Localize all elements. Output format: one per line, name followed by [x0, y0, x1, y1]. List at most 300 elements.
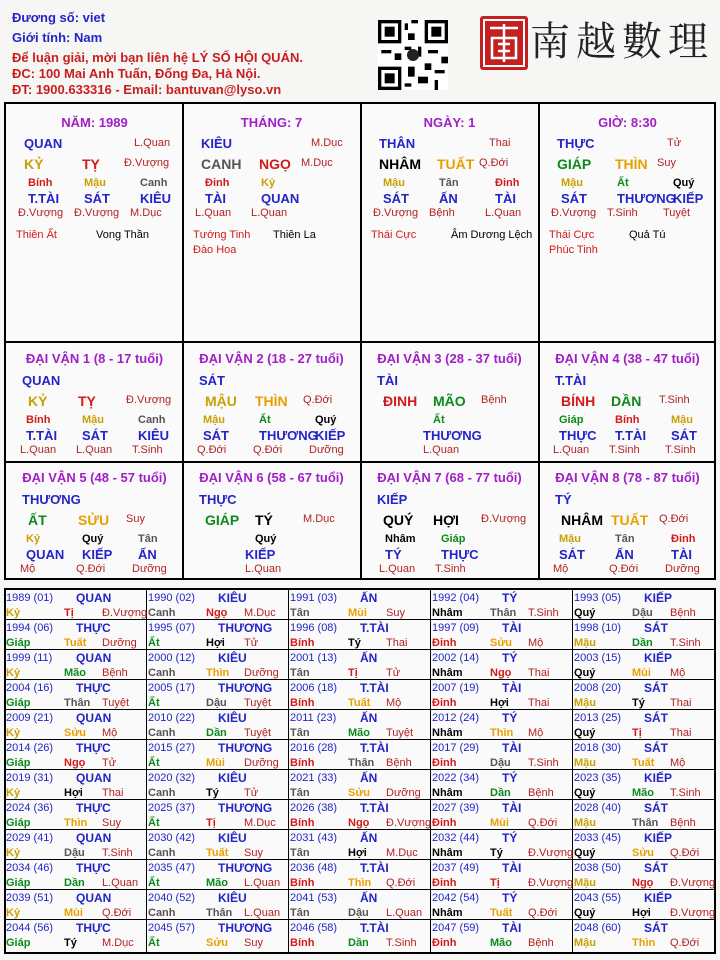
year-branch: Ngọ — [632, 877, 654, 889]
year-state: Đ.Vượng — [670, 907, 716, 919]
dai-van-hidden-state: Mộ — [553, 563, 569, 575]
pillar-stem: CANH — [201, 156, 242, 172]
year-stem: Bính — [290, 697, 315, 709]
year-branch: Sửu — [348, 787, 371, 799]
year-stem: Ất — [148, 937, 160, 949]
year-stem: Ất — [148, 877, 160, 889]
year-god: THỰC — [76, 861, 111, 875]
year-god: QUAN — [76, 711, 112, 725]
year-branch: Thân — [490, 607, 517, 619]
year-stem: Nhâm — [432, 727, 463, 739]
year-state: Dưỡng — [244, 757, 279, 769]
year-label: 2023 (35) — [574, 772, 622, 784]
dai-van-state: Suy — [126, 513, 145, 525]
year-state: Bệnh — [528, 787, 554, 799]
year-stem: Nhâm — [432, 787, 463, 799]
year-label: 2006 (18) — [290, 682, 338, 694]
dai-van-god: THƯƠNG — [22, 492, 81, 507]
year-state: Tuyệt — [244, 727, 272, 739]
pillar-star: Vong Thần — [96, 229, 150, 241]
dai-van-hidden-state: Q.Đới — [609, 563, 639, 575]
dai-van-stem: GIÁP — [205, 512, 240, 528]
year-state: Mộ — [102, 727, 118, 739]
year-stem: Canh — [148, 907, 176, 919]
hidden-state: L.Quan — [485, 207, 522, 219]
year-label: 2001 (13) — [290, 652, 338, 664]
year-state: Mộ — [528, 637, 544, 649]
year-god: TÝ — [502, 591, 518, 605]
year-stem: Giáp — [6, 637, 31, 649]
year-label: 1994 (06) — [6, 622, 54, 634]
dai-van-hidden-god: KIẾP — [82, 547, 113, 562]
year-branch: Sửu — [632, 847, 655, 859]
year-branch: Mão — [632, 787, 654, 799]
year-stem: Canh — [148, 787, 176, 799]
year-row-divider — [5, 829, 715, 830]
year-stem: Quý — [574, 607, 596, 619]
year-stem: Bính — [290, 757, 315, 769]
year-stem: Kỷ — [6, 667, 21, 679]
year-god: ẤN — [360, 891, 378, 905]
year-state: L.Quan — [102, 877, 139, 889]
year-label: 2034 (46) — [6, 862, 54, 874]
year-state: Thai — [670, 727, 692, 739]
year-god: THƯƠNG — [218, 801, 273, 815]
year-state: Q.Đới — [528, 907, 558, 919]
year-state: Bệnh — [386, 757, 412, 769]
dai-van-hidden-god: SÁT — [559, 547, 585, 562]
year-state: Bệnh — [670, 607, 696, 619]
year-state: Mộ — [670, 757, 686, 769]
dai-van-hidden-state: L.Quan — [423, 444, 460, 456]
year-god: SÁT — [644, 621, 668, 635]
year-branch: Dần — [348, 937, 369, 949]
year-god: THƯƠNG — [218, 921, 273, 935]
year-god: THỰC — [76, 621, 111, 635]
year-stem: Giáp — [6, 877, 31, 889]
dai-van-god: QUAN — [22, 373, 61, 388]
hidden-stem: Mậu — [383, 177, 405, 189]
hidden-stem: Đinh — [205, 177, 230, 189]
year-god: TÝ — [502, 711, 518, 725]
hidden-stem: Kỷ — [261, 177, 276, 189]
year-label: 2039 (51) — [6, 892, 54, 904]
dai-van-title: ĐẠI VẬN 3 (28 - 37 tuổi) — [377, 351, 522, 366]
year-god: QUAN — [76, 651, 112, 665]
hidden-god: SÁT — [84, 191, 110, 206]
year-row-divider — [5, 679, 715, 680]
dai-van-hidden-god: THỰC — [441, 547, 479, 562]
dai-van-branch: TUẤT — [611, 512, 649, 528]
pillar-stem: NHÂM — [379, 156, 421, 172]
year-state: Đ.Vượng — [670, 877, 716, 889]
dai-van-hidden-state: Dưỡng — [309, 444, 344, 456]
dai-van-hidden-stem: Tân — [615, 533, 635, 545]
year-state: M.Dục — [244, 607, 276, 619]
year-row-divider — [5, 709, 715, 710]
hidden-state: Tuyệt — [663, 207, 691, 219]
dai-van-hidden-stem: Nhâm — [385, 533, 416, 545]
gender-label: Giới tính: — [12, 30, 71, 45]
year-state: Suy — [102, 817, 121, 829]
year-state: T.Sinh — [528, 607, 559, 619]
year-label: 1995 (07) — [148, 622, 196, 634]
dai-van-stem: NHÂM — [561, 512, 603, 528]
year-label: 2046 (58) — [290, 922, 338, 934]
gender-line — [12, 30, 102, 45]
year-branch: Tý — [632, 697, 645, 709]
year-god: QUAN — [76, 771, 112, 785]
dai-van-hidden-state: T.Sinh — [435, 563, 466, 575]
year-branch: Hợi — [348, 847, 367, 859]
year-god: QUAN — [76, 891, 112, 905]
owner-label: Đương số: — [12, 10, 80, 25]
dai-van-branch: THÌN — [255, 393, 288, 409]
dai-van-hidden-stem: Canh — [138, 414, 166, 426]
dai-van-hidden-stem: Mậu — [82, 414, 104, 426]
year-state: Bệnh — [102, 667, 128, 679]
year-state: Mộ — [528, 727, 544, 739]
year-stem: Đinh — [432, 637, 457, 649]
year-label: 2036 (48) — [290, 862, 338, 874]
hidden-state: L.Quan — [195, 207, 232, 219]
year-label: 1999 (11) — [6, 652, 53, 664]
year-stem: Tân — [290, 787, 310, 799]
year-stem: Kỷ — [6, 907, 21, 919]
year-stem: Quý — [574, 667, 596, 679]
year-god: THỰC — [76, 741, 111, 755]
year-state: T.Sinh — [528, 757, 559, 769]
year-branch: Sửu — [490, 637, 513, 649]
year-state: Q.Đới — [102, 907, 132, 919]
year-branch: Tý — [206, 787, 219, 799]
pillar-branch: TUẤT — [437, 156, 475, 172]
dai-van-hidden-state: L.Quan — [245, 563, 282, 575]
year-label: 2044 (56) — [6, 922, 54, 934]
year-state: Thai — [528, 667, 550, 679]
year-label: 1998 (10) — [574, 622, 622, 634]
year-stem: Nhâm — [432, 907, 463, 919]
pillar-star: Phúc Tinh — [549, 244, 598, 256]
year-stem: Đinh — [432, 757, 457, 769]
year-stem: Đinh — [432, 697, 457, 709]
year-branch: Tuất — [64, 637, 87, 649]
dai-van-god: KIẾP — [377, 492, 408, 507]
year-label: 2016 (28) — [290, 742, 338, 754]
year-label: 2032 (44) — [432, 832, 480, 844]
year-label: 1992 (04) — [432, 592, 480, 604]
year-stem: Bính — [290, 877, 315, 889]
dai-van-hidden-state: L.Quan — [20, 444, 57, 456]
dai-van-hidden-state: T.Sinh — [665, 444, 696, 456]
dai-van-hidden-god: SÁT — [671, 428, 697, 443]
pillar-life-stage: Thai — [489, 137, 511, 149]
year-stem: Giáp — [6, 937, 31, 949]
year-stem: Đinh — [432, 877, 457, 889]
year-label: 2014 (26) — [6, 742, 54, 754]
year-branch: Dần — [206, 727, 227, 739]
year-state: Bệnh — [528, 937, 554, 949]
year-label: 2028 (40) — [574, 802, 622, 814]
dai-van-hidden-stem: Ất — [433, 414, 445, 426]
dai-van-hidden-state: T.Sinh — [609, 444, 640, 456]
year-label: 2004 (16) — [6, 682, 54, 694]
hidden-stem: Quý — [673, 177, 695, 189]
year-branch: Mão — [348, 727, 370, 739]
year-branch: Tuất — [632, 757, 655, 769]
year-branch: Mùi — [64, 907, 83, 919]
year-stem: Ất — [148, 757, 160, 769]
year-label: 2033 (45) — [574, 832, 622, 844]
year-branch: Tuất — [206, 847, 229, 859]
year-stem: Kỷ — [6, 607, 21, 619]
dai-van-hidden-god: TÀI — [671, 547, 692, 562]
year-stem: Bính — [290, 637, 315, 649]
year-god: THƯƠNG — [218, 741, 273, 755]
hidden-god: SÁT — [383, 191, 409, 206]
year-row-divider — [5, 619, 715, 620]
dai-van-hidden-state: Q.Đới — [197, 444, 227, 456]
year-branch: Thìn — [632, 937, 656, 949]
year-branch: Dậu — [632, 607, 653, 619]
pillar-title: GIỜ: 8:30 — [598, 115, 657, 130]
year-branch: Mão — [206, 877, 228, 889]
dai-van-branch: HỢI — [433, 512, 459, 528]
dai-van-god: SÁT — [199, 373, 225, 388]
year-god: KIÊU — [218, 831, 247, 845]
year-stem: Canh — [148, 667, 176, 679]
year-row-divider — [5, 889, 715, 890]
dai-van-hidden-state: Dưỡng — [132, 563, 167, 575]
dai-van-state: Đ.Vượng — [481, 513, 527, 525]
year-stem: Canh — [148, 727, 176, 739]
year-row-divider — [5, 649, 715, 650]
year-stem: Giáp — [6, 757, 31, 769]
pillar-life-stage: L.Quan — [134, 137, 171, 149]
year-label: 2047 (59) — [432, 922, 480, 934]
year-state: M.Dục — [386, 847, 418, 859]
year-god: T.TÀI — [360, 801, 389, 815]
dai-van-state: T.Sinh — [659, 394, 690, 406]
dai-van-god: T.TÀI — [555, 373, 587, 388]
year-branch: Tị — [490, 877, 500, 889]
hidden-state: Đ.Vượng — [74, 207, 120, 219]
year-stem: Bính — [290, 937, 315, 949]
year-stem: Kỷ — [6, 727, 21, 739]
year-god: KIẾP — [644, 651, 673, 665]
year-state: Đ.Vượng — [386, 817, 432, 829]
year-stem: Quý — [574, 907, 596, 919]
pillar-star: Thiên La — [273, 229, 316, 241]
dai-van-hidden-god: ẤN — [615, 547, 634, 562]
year-branch: Tuất — [490, 907, 513, 919]
pillar-title: NĂM: 1989 — [61, 115, 128, 130]
year-label: 2011 (23) — [290, 712, 337, 724]
hidden-state: M.Dục — [130, 207, 162, 219]
year-stem: Giáp — [6, 697, 31, 709]
pillar-life-stage: Tử — [667, 137, 682, 149]
year-label: 1996 (08) — [290, 622, 338, 634]
year-branch: Thân — [348, 757, 375, 769]
dai-van-title: ĐẠI VẬN 2 (18 - 27 tuổi) — [199, 351, 344, 366]
year-god: KIÊU — [218, 591, 247, 605]
hidden-god: SÁT — [561, 191, 587, 206]
year-col-divider — [430, 589, 431, 953]
year-label: 2041 (53) — [290, 892, 338, 904]
year-branch: Tuất — [348, 697, 371, 709]
year-label: 2021 (33) — [290, 772, 338, 784]
year-label: 2029 (41) — [6, 832, 54, 844]
year-label: 2038 (50) — [574, 862, 622, 874]
year-branch: Ngọ — [64, 757, 86, 769]
year-col-divider — [288, 589, 289, 953]
year-god: KIẾP — [644, 771, 673, 785]
year-branch: Tý — [490, 847, 503, 859]
year-state: Tử — [102, 757, 117, 769]
year-state: Tuyệt — [102, 697, 130, 709]
pillar-state: Suy — [657, 157, 676, 169]
year-label: 2020 (32) — [148, 772, 196, 784]
year-stem: Tân — [290, 727, 310, 739]
year-branch: Mùi — [206, 757, 225, 769]
pillar-star: Tướng Tinh — [193, 229, 251, 241]
year-label: 2005 (17) — [148, 682, 196, 694]
hidden-state: L.Quan — [251, 207, 288, 219]
year-god: KIÊU — [218, 771, 247, 785]
dai-van-title: ĐẠI VẬN 6 (58 - 67 tuổi) — [199, 470, 344, 485]
hidden-stem: Tân — [439, 177, 459, 189]
year-label: 2000 (12) — [148, 652, 196, 664]
dai-van-stem: ẤT — [28, 512, 47, 528]
dai-van-row-divider — [5, 461, 715, 463]
year-god: TÀI — [502, 621, 522, 635]
dai-van-title: ĐẠI VẬN 7 (68 - 77 tuổi) — [377, 470, 522, 485]
dai-van-hidden-stem: Mậu — [559, 533, 581, 545]
hidden-god: KIÊU — [140, 191, 172, 206]
year-label: 2019 (31) — [6, 772, 54, 784]
year-state: Thai — [528, 697, 550, 709]
year-stem: Mậu — [574, 877, 596, 889]
year-god: T.TÀI — [360, 681, 389, 695]
year-label: 2002 (14) — [432, 652, 480, 664]
year-state: Đ.Vượng — [102, 607, 148, 619]
year-branch: Thân — [206, 907, 233, 919]
year-state: Đ.Vượng — [528, 877, 574, 889]
year-stem: Mậu — [574, 697, 596, 709]
dai-van-hidden-god: T.TÀI — [26, 428, 58, 443]
dai-van-state: Bệnh — [481, 394, 507, 406]
dai-van-hidden-stem: Quý — [255, 533, 277, 545]
year-label: 2008 (20) — [574, 682, 622, 694]
pillar-branch: NGỌ — [259, 156, 291, 172]
dai-van-hidden-stem: Mậu — [203, 414, 225, 426]
year-label: 2022 (34) — [432, 772, 480, 784]
dai-van-hidden-stem: Bính — [615, 414, 640, 426]
year-state: Đ.Vượng — [528, 847, 574, 859]
year-stem: Nhâm — [432, 607, 463, 619]
dai-van-hidden-state: L.Quan — [553, 444, 590, 456]
year-branch: Thìn — [348, 877, 372, 889]
year-state: Tuyệt — [386, 727, 414, 739]
year-god: ẤN — [360, 711, 378, 725]
year-stem: Tân — [290, 667, 310, 679]
year-stem: Mậu — [574, 817, 596, 829]
dai-van-god: TÝ — [555, 492, 572, 507]
dai-van-title: ĐẠI VẬN 4 (38 - 47 tuổi) — [555, 351, 700, 366]
dai-van-hidden-stem: Quý — [315, 414, 337, 426]
year-branch: Thìn — [206, 667, 230, 679]
dai-van-stem: KỶ — [28, 393, 48, 409]
year-god: QUAN — [76, 831, 112, 845]
year-col-divider — [146, 589, 147, 953]
year-branch: Dậu — [348, 907, 369, 919]
dai-van-state: Đ.Vượng — [126, 394, 172, 406]
hidden-god: ẤN — [439, 191, 458, 206]
header — [0, 0, 720, 100]
year-god: SÁT — [644, 681, 668, 695]
year-god: KIẾP — [644, 891, 673, 905]
year-god: TÀI — [502, 801, 522, 815]
year-label: 2026 (38) — [290, 802, 338, 814]
pillar-star: Thái Cực — [549, 229, 595, 241]
dai-van-hidden-god: KIẾP — [245, 547, 276, 562]
year-branch: Mùi — [632, 667, 651, 679]
year-label: 1990 (02) — [148, 592, 196, 604]
contact-address: ĐC: 100 Mai Anh Tuấn, Đống Đa, Hà Nội. — [12, 66, 261, 81]
year-label: 2018 (30) — [574, 742, 622, 754]
dai-van-hidden-state: Q.Đới — [253, 444, 283, 456]
dai-van-branch: MÃO — [433, 393, 466, 409]
year-label: 1991 (03) — [290, 592, 338, 604]
year-branch: Mão — [490, 937, 512, 949]
year-label: 2009 (21) — [6, 712, 54, 724]
year-label: 2048 (60) — [574, 922, 622, 934]
dai-van-hidden-god: KIÊU — [138, 428, 170, 443]
dai-van-stem: BÍNH — [561, 393, 596, 409]
year-branch: Ngọ — [206, 607, 228, 619]
hidden-stem: Canh — [140, 177, 168, 189]
year-state: Thai — [386, 637, 408, 649]
dai-van-hidden-state: Dưỡng — [665, 563, 700, 575]
dai-van-hidden-stem: Kỷ — [26, 533, 41, 545]
year-god: ẤN — [360, 771, 378, 785]
year-god: SÁT — [644, 921, 668, 935]
year-branch: Hợi — [206, 637, 225, 649]
year-branch: Hợi — [632, 907, 651, 919]
pillar-title: THÁNG: 7 — [240, 115, 303, 130]
year-branch: Tị — [632, 727, 642, 739]
year-branch: Ngọ — [490, 667, 512, 679]
year-stem: Mậu — [574, 757, 596, 769]
year-state: M.Dục — [102, 937, 134, 949]
dai-van-stem: MẬU — [205, 393, 237, 409]
year-col-divider — [572, 589, 573, 953]
hidden-state: Đ.Vượng — [373, 207, 419, 219]
year-label: 2013 (25) — [574, 712, 622, 724]
year-label: 2012 (24) — [432, 712, 480, 724]
dai-van-hidden-god: THƯƠNG — [259, 428, 318, 443]
pillar-stem: KỶ — [24, 156, 44, 172]
hidden-god: TÀI — [495, 191, 516, 206]
year-god: THƯƠNG — [218, 681, 273, 695]
year-branch: Ngọ — [348, 817, 370, 829]
red-seal-logo-icon — [478, 14, 530, 72]
dai-van-branch: TÝ — [255, 512, 273, 528]
hidden-stem: Bính — [28, 177, 53, 189]
year-branch: Tị — [64, 607, 74, 619]
year-branch: Dần — [490, 787, 511, 799]
year-god: TÀI — [502, 681, 522, 695]
